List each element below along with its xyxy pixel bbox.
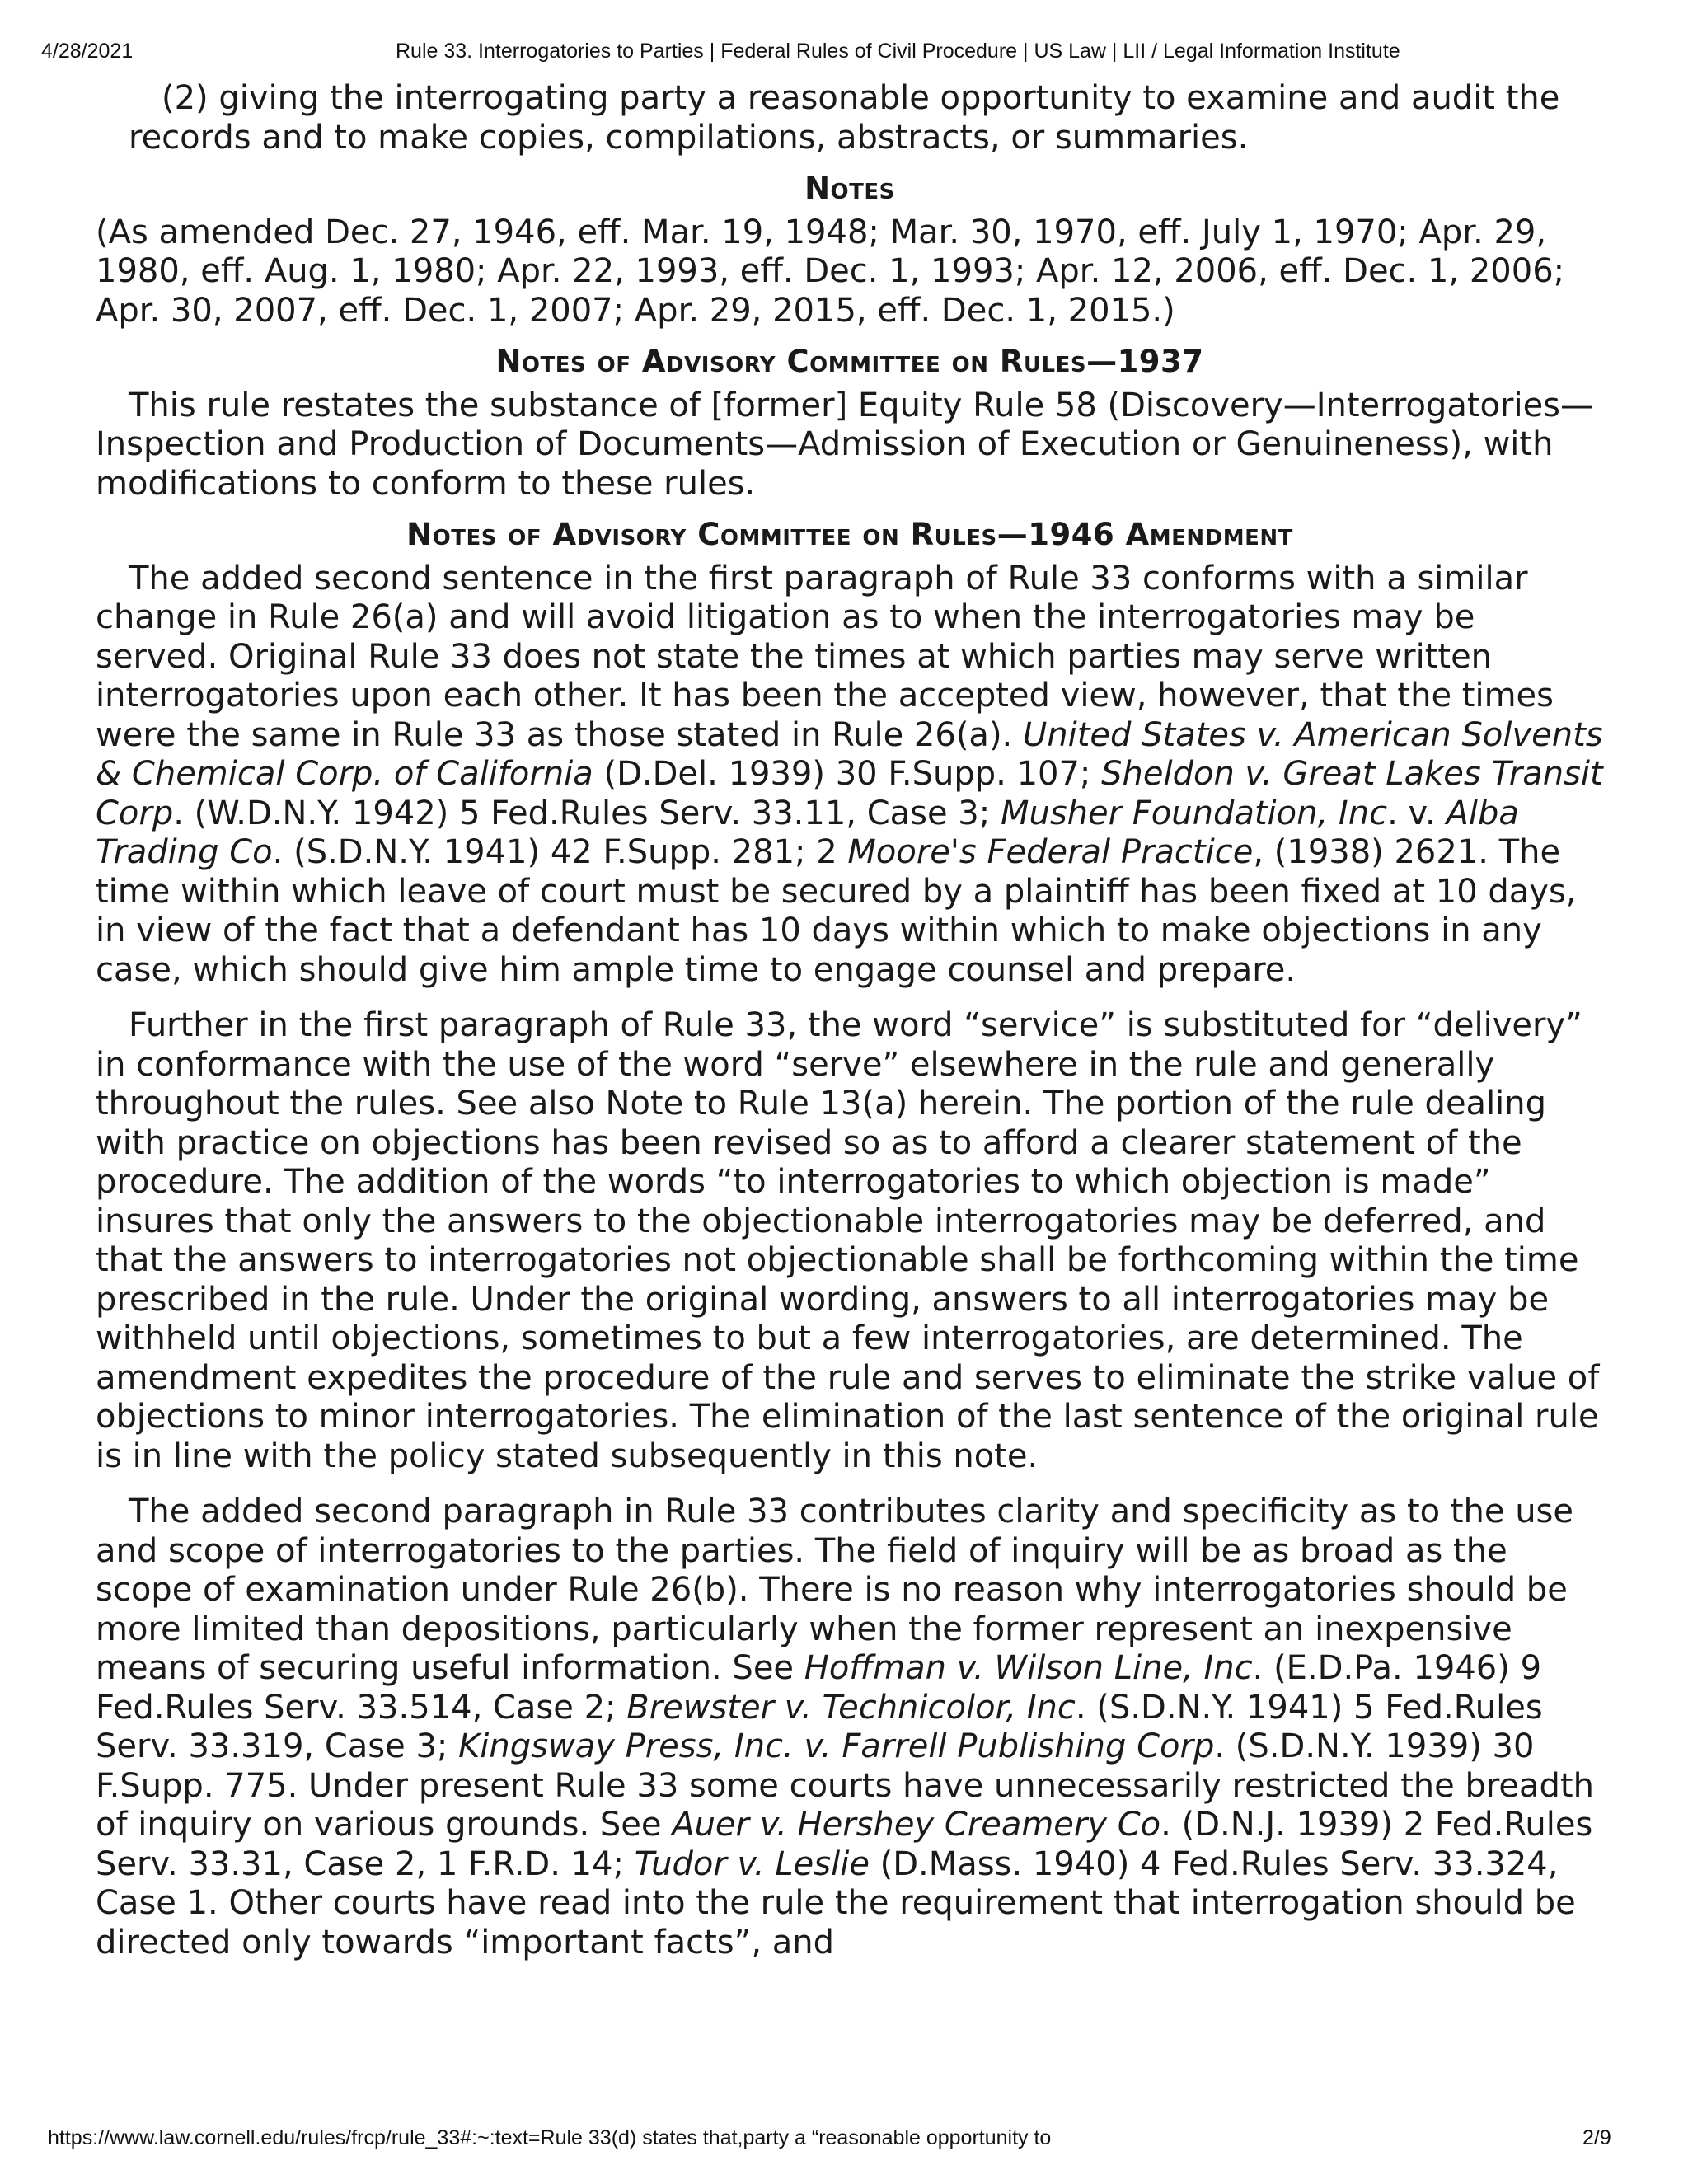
paragraph-1946-2: Further in the first paragraph of Rule 33, the word “service” is substituted for “delivery” in conformance with the use of the word “serve” elsewhere in the rule and generally throughout the rules. See also Note to Rule 13(a) herein. The portion of the rule dealing with practice on objections has been revised so as to afford a clearer statement of the procedure. The addition of the words “to interrogatories to which objection is made” insures that only the answers to the objectionable interrogatories may be deferred, and that the answers to interrogatories not objectionable shall be forthcoming within the time prescribed in the rule. Under the original wording, answers to all interrogatories may be withheld until objections, sometimes to but a few interrogatories, are determined. The amendment expedites the procedure of the rule and serves to eliminate the strike value of objections to minor interrogatories. The elimination of the last sentence of the original rule is in line with the policy stated subsequently in this note.	[96, 1006, 1600, 1475]
case-citation: Musher Foundation, Inc	[1000, 794, 1388, 832]
document-body	[96, 79, 1604, 1962]
case-citation: Hoffman v. Wilson Line, Inc	[804, 1649, 1253, 1687]
case-citation: Tudor v. Leslie	[634, 1844, 870, 1883]
print-header	[0, 40, 1688, 73]
print-footer	[0, 2126, 1688, 2159]
print-date: 4/28/2021	[41, 40, 134, 63]
heading-1937: Notes of Advisory Committee on Rules—1937	[495, 344, 1204, 379]
case-citation: Kingsway Press, Inc. v. Farrell Publishing Corp	[458, 1727, 1215, 1765]
heading-1946: Notes of Advisory Committee on Rules—1946 Amendment	[406, 517, 1293, 552]
notes-heading: Notes	[804, 171, 895, 206]
case-citation: United States v. American Solvents & Chemical Corp. of California	[96, 715, 1603, 793]
paragraph-1946-3: The added second paragraph in Rule 33 contributes clarity and specificity as to the use and scope of interrogatories to the parties. The field of inquiry will be as broad as the scope of examination under Rule 26(b). There is no reason why interrogatories should be more limited than depositions, particularly when the former represent an inexpensive means of securing useful information. See Hoffman v. Wilson Line, Inc. (E.D.Pa. 1946) 9 Fed.Rules Serv. 33.514, Case 2; Brewster v. Technicolor, Inc. (S.D.N.Y. 1941) 5 Fed.Rules Serv. 33.319, Case 3; Kingsway Press, Inc. v. Farrell Publishing Corp. (S.D.N.Y. 1939) 30 F.Supp. 775. Under present Rule 33 some courts have unnecessarily restricted the breadth of inquiry on various grounds. See Auer v. Hershey Creamery Co. (D.N.J. 1939) 2 Fed.Rules Serv. 33.31, Case 2, 1 F.R.D. 14; Tudor v. Leslie (D.Mass. 1940) 4 Fed.Rules Serv. 33.324, Case 1. Other courts have read into the rule the requirement that interrogation should be directed only towards “important facts”, and	[96, 1493, 1594, 1961]
amendment-history: (As amended Dec. 27, 1946, eff. Mar. 19, 1948; Mar. 30, 1970, eff. July 1, 1970; Apr. 29, 1980, eff. Aug. 1, 1980; Apr. 22, 1993, eff. Dec. 1, 1993; Apr. 12, 2006, eff. Dec. 1, 2006; Apr. 30, 2007, eff. Dec. 1, 2007; Apr. 29, 2015, eff. Dec. 1, 2015.)	[96, 213, 1565, 330]
page-number: 2/9	[1582, 2126, 1611, 2149]
case-citation: Moore's Federal Practice	[847, 833, 1254, 871]
case-citation: Auer v. Hershey Creamery Co	[672, 1806, 1161, 1844]
print-title: Rule 33. Interrogatories to Parties | Federal Rules of Civil Procedure | US Law | LII / Legal Information Institute	[396, 40, 1400, 63]
print-url: https://www.law.cornell.edu/rules/frcp/rule_33#:~:text=Rule 33(d) states that,party a “reasonable opportunity to	[48, 2126, 1052, 2149]
list-item-2: (2) giving the interrogating party a reasonable opportunity to examine and audit the records and to make copies, compilations, abstracts, or summaries.	[129, 79, 1560, 157]
case-citation: Brewster v. Technicolor, Inc	[626, 1688, 1076, 1727]
paragraph-1946-1: The added second sentence in the first paragraph of Rule 33 conforms with a similar change in Rule 26(a) and will avoid litigation as to when the interrogatories may be served. Original Rule 33 does not state the times at which parties may serve written interrogatories upon each other. It has been the accepted view, however, that the times were the same in Rule 33 as those stated in Rule 26(a). United States v. American Solvents & Chemical Corp. of California (D.Del. 1939) 30 F.Supp. 107; Sheldon v. Great Lakes Transit Corp. (W.D.N.Y. 1942) 5 Fed.Rules Serv. 33.11, Case 3; Musher Foundation, Inc. v. Alba Trading Co. (S.D.N.Y. 1941) 42 F.Supp. 281; 2 Moore's Federal Practice, (1938) 2621. The time within which leave of court must be secured by a plaintiff has been fixed at 10 days, in view of the fact that a defendant has 10 days within which to make objections in any case, which should give him ample time to engage counsel and prepare.	[96, 559, 1603, 989]
case-citation: Alba Trading Co	[96, 794, 1519, 871]
paragraph-1937: This rule restates the substance of [former] Equity Rule 58 (Discovery—Interrogatories—Inspection and Production of Documents—Admission of Execution or Genuineness), with modifications to conform to these rules.	[96, 386, 1594, 503]
case-citation: Sheldon v. Great Lakes Transit Corp	[96, 755, 1603, 832]
